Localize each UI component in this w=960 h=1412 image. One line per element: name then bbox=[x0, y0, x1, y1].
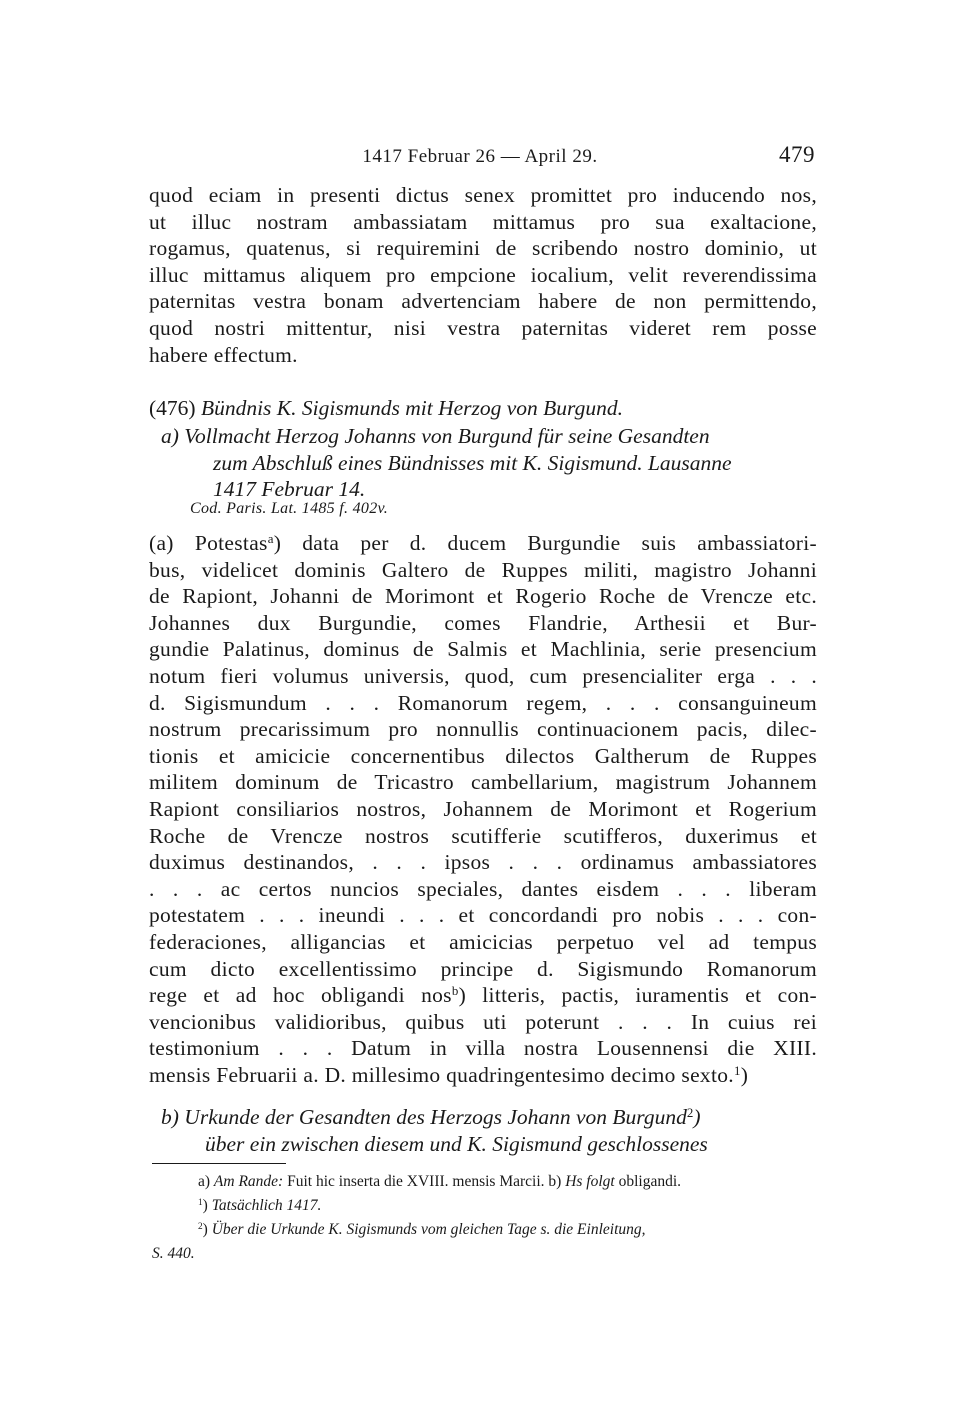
text-line: Johannes dux Burgundie, comes Flandrie, Arthesii et Bur- bbox=[149, 610, 817, 635]
text-line bbox=[149, 1062, 817, 1089]
text-line: gundie Palatinus, dominus de Salmis et Machlinia, serie presencium bbox=[149, 637, 817, 662]
footnote-2: $^2$) Über die Urkunde K. Sigismunds vom gleichen Tage s. die Einleitung, bbox=[198, 1221, 646, 1238]
text-line: habere effectum. bbox=[149, 342, 298, 367]
footnote-italic: Am Rande: bbox=[213, 1173, 284, 1190]
text-line: illuc mittamus aliquem pro empcione iocalium, velit reverendissima bbox=[149, 262, 817, 287]
text-line: quod nostri mittentur, nisi vestra paternitas videret rem posse bbox=[149, 315, 817, 340]
subsection-label: b) bbox=[161, 1105, 179, 1129]
footnote-label: 1 bbox=[198, 1197, 203, 1208]
footnote-1: $^1$) Tatsächlich 1417. bbox=[198, 1197, 322, 1214]
text-line: militem dominum de Tricastro cambellarium, magistrum Johannem bbox=[149, 770, 817, 795]
text-line: testimonium . . . Datum in villa nostra Lousennensi die XIII. bbox=[149, 1036, 817, 1061]
footnote-label: a) bbox=[198, 1173, 211, 1190]
footnote-text: Über die Urkunde K. Sigismunds vom gleichen Tage s. die Einleitung, bbox=[211, 1221, 646, 1238]
text-line: potestatem . . . ineundi . . . et concordandi pro nobis . . . con- bbox=[149, 903, 817, 928]
text-fragment: ) bbox=[740, 1062, 749, 1087]
footnote-textual bbox=[152, 1170, 820, 1194]
footnote-text: Fuit hic inserta die XVIII. mensis Marcii. bbox=[287, 1173, 545, 1190]
section-title: Bündnis K. Sigismunds mit Herzog von Burgund. bbox=[200, 396, 623, 420]
paragraph-continuation bbox=[149, 182, 817, 368]
footnote-text: obligandi. bbox=[618, 1173, 682, 1190]
text-line bbox=[149, 982, 817, 1009]
text-line: paternitas vestra bonam advertenciam habere de non permittendo, bbox=[149, 289, 817, 314]
text-line: tionis et amicicie concernentibus dilectos Galtherum de Ruppes bbox=[149, 743, 817, 768]
text-line: Roche de Vrencze nostros scutifferie scutifferos, duxerimus et bbox=[149, 823, 817, 848]
text-line: nostrum precarissimum pro nonnullis continuacionem pacis, dilec- bbox=[149, 717, 817, 742]
text-fragment: ) bbox=[693, 1105, 701, 1129]
subsection-title-line: Urkunde der Gesandten des Herzogs Johann von Burgund bbox=[184, 1105, 687, 1129]
footnote-ref: a bbox=[267, 531, 274, 546]
subsection-title-line: zum Abschluß eines Bündnisses mit K. Sigismund. Lausanne bbox=[213, 450, 732, 475]
footnote-ref: b bbox=[451, 984, 459, 998]
section-heading-476 bbox=[149, 395, 817, 422]
text-line: notum fieri volumus universis, quod, cum presencialiter erga . . . bbox=[149, 663, 817, 688]
footnote-2-continuation: S. 440. bbox=[152, 1245, 195, 1262]
footnote-label: 2 bbox=[198, 1221, 203, 1232]
subsection-label: a) bbox=[161, 424, 179, 448]
text-line: quod eciam in presenti dictus senex promittet pro inducendo nos, bbox=[149, 183, 817, 207]
footnote-italic: Hs folgt bbox=[565, 1173, 615, 1190]
subsection-title-line: 1417 Februar 14. bbox=[213, 477, 366, 502]
text-line: d. Sigismundum . . . Romanorum regem, . . . consanguineum bbox=[149, 690, 817, 715]
text-fragment: ) data per d. ducem Burgundie suis ambassiatori- bbox=[273, 531, 817, 555]
subsection-title-line: Vollmacht Herzog Johanns von Burgund für seine Gesandten bbox=[184, 424, 710, 448]
running-title: 1417 Februar 26 — April 29. bbox=[362, 146, 598, 167]
footnote-ref: 2 bbox=[686, 1105, 694, 1120]
text-line: federaciones, alligancias et amicicias perpetuo vel ad tempus bbox=[149, 929, 817, 954]
text-line: rogamus, quatenus, si requiremini de scribendo nostro dominio, ut bbox=[149, 236, 817, 261]
text-fragment: (a) Potestas bbox=[149, 531, 268, 555]
footnotes bbox=[152, 1170, 820, 1266]
text-fragment: mensis Februarii a. D. millesimo quadringentesimo decimo sexto. bbox=[149, 1062, 734, 1087]
text-line: de Rapiont, Johanni de Morimont et Rogerio Roche de Vrencze etc. bbox=[149, 584, 817, 609]
text-line: Rapiont consiliarios nostros, Johannem de Morimont et Rogerium bbox=[149, 796, 817, 821]
text-fragment: ) litteris, pactis, iuramentis et con- bbox=[458, 983, 818, 1008]
text-line: bus, videlicet dominis Galtero de Ruppes militi, magistro Johanni bbox=[149, 557, 817, 582]
text-line: vencionibus validioribus, quibus uti poterunt . . . In cuius rei bbox=[149, 1009, 817, 1034]
footnote-label: b) bbox=[548, 1173, 562, 1190]
subsection-heading-a bbox=[149, 423, 829, 503]
text-line: duximus destinandos, . . . ipsos . . . ordinamus ambassiatores bbox=[149, 850, 817, 875]
manuscript-source: Cod. Paris. Lat. 1485 f. 402v. bbox=[190, 500, 389, 517]
document-text bbox=[149, 530, 817, 1088]
page-number: 479 bbox=[779, 142, 815, 167]
footnote-text: Tatsächlich 1417. bbox=[211, 1197, 322, 1214]
text-line: . . . ac certos nuncios speciales, dantes eisdem . . . liberam bbox=[149, 876, 817, 901]
footnote-ref: 1 bbox=[733, 1063, 741, 1078]
text-line: ut illuc nostram ambassiatam mittamus pro sua exaltacione, bbox=[149, 209, 817, 234]
subsection-heading-b bbox=[149, 1104, 829, 1157]
section-number: (476) bbox=[149, 396, 196, 420]
footnote-divider bbox=[152, 1163, 286, 1164]
text-line: cum dicto excellentissimo principe d. Sigismundo Romanorum bbox=[149, 956, 817, 981]
subsection-title-line: über ein zwischen diesem und K. Sigismund geschlossenes bbox=[205, 1131, 708, 1156]
text-fragment: rege et ad hoc obligandi nos bbox=[149, 983, 452, 1008]
text-line bbox=[149, 530, 817, 557]
